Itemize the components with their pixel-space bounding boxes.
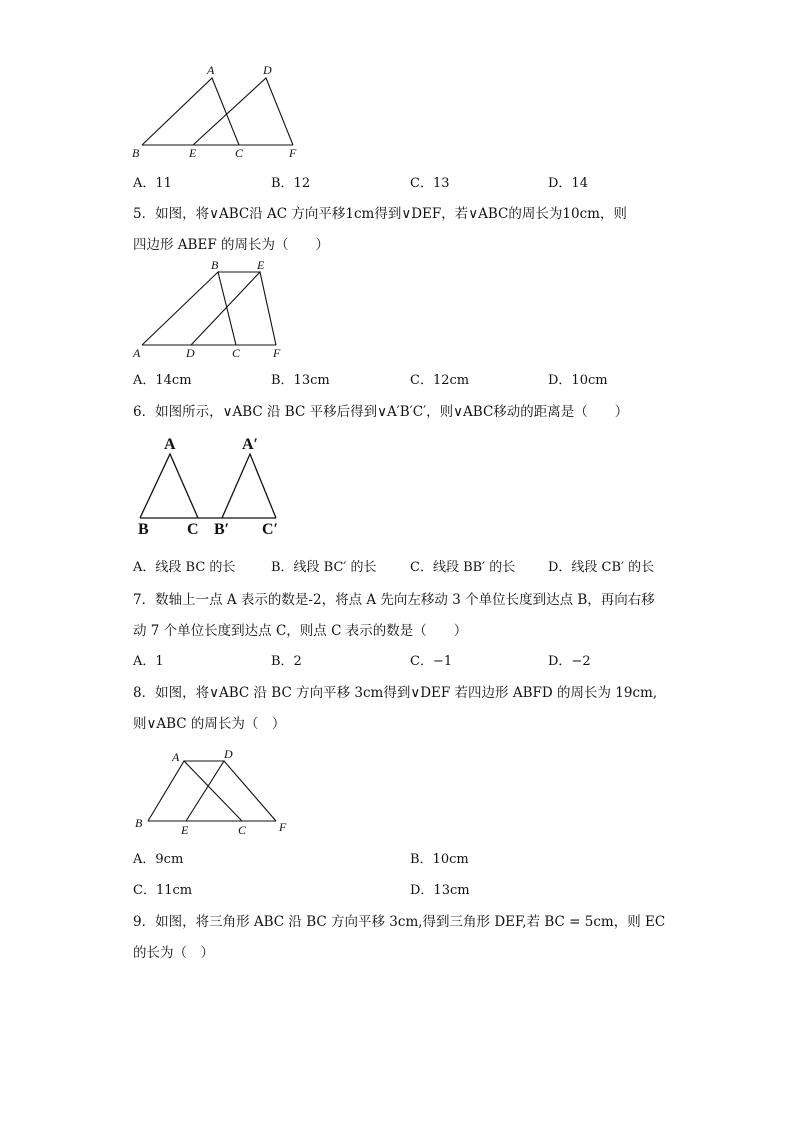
q4-figure [125, 60, 315, 165]
q5-option-b: B．13cm [271, 373, 330, 388]
q7-option-d: D．−2 [548, 654, 591, 669]
q4-option-a: A．11 [133, 176, 172, 191]
q8-triangle-def [186, 761, 276, 821]
q9-stem-line1: 9．如图，将三角形 ABC 沿 BC 方向平移 3cm,得到三角形 DEF,若 BC = 5cm，则 EC [133, 914, 666, 930]
q8-label-d: D [224, 747, 233, 761]
q4-option-c: C．13 [410, 176, 450, 191]
q5-label-a: A [133, 346, 141, 360]
q8-triangle-abc [148, 761, 242, 821]
q5-option-a: A．14cm [133, 373, 192, 388]
q7-option-c: C．−1 [410, 654, 453, 669]
q6-label-b-prime: B′ [214, 521, 230, 538]
q6-label-c-prime: C′ [262, 521, 279, 538]
q6-option-a: A．线段 BC 的长 [133, 560, 236, 575]
q8-option-c: C．11cm [133, 883, 193, 898]
q9-stem-line2: 的长为（ ） [133, 945, 214, 961]
q6-figure [130, 430, 290, 540]
q8-stem-line1: 8．如图，将∨ABC 沿 BC 方向平移 3cm得到∨DEF 若四边形 ABFD 的周长为 19cm, [133, 685, 658, 701]
q8-label-b: B [135, 816, 143, 830]
q8-label-e: E [181, 823, 189, 837]
q6-stem-line1: 6．如图所示，∨ABC 沿 BC 平移后得到∨A′B′C′，则∨ABC移动的距离是（ ） [133, 404, 629, 420]
q4-triangle-abc [142, 78, 239, 145]
q6-option-b: B．线段 BC′ 的长 [271, 560, 377, 575]
q4-label-a: A [207, 63, 215, 77]
q8-label-f: F [279, 820, 287, 834]
q5-label-d: D [186, 346, 195, 360]
q4-label-e: E [189, 146, 197, 160]
q5-option-d: D．10cm [548, 373, 608, 388]
q7-option-b: B．2 [271, 654, 302, 669]
q7-stem-line1: 7．数轴上一点 A 表示的数是-2，将点 A 先向左移动 3 个单位长度到达点 B，再向右移 [133, 592, 655, 608]
q5-figure [128, 255, 298, 363]
q4-option-d: D．14 [548, 176, 588, 191]
q5-option-c: C．12cm [410, 373, 470, 388]
q6-triangle-a1b1c1 [222, 454, 276, 518]
q7-option-a: A．1 [133, 654, 164, 669]
q4-option-b: B．12 [271, 176, 311, 191]
q5-stem-line1: 5．如图，将∨ABC沿 AC 方向平移1cm得到∨DEF，若∨ABC的周长为10cm，则 [133, 206, 627, 222]
q8-option-b: B．10cm [410, 852, 469, 867]
q4-label-b: B [132, 146, 140, 160]
q4-label-f: F [289, 146, 297, 160]
q6-option-d: D．线段 CB′ 的长 [548, 560, 655, 575]
q6-label-c: C [187, 521, 199, 538]
q5-label-c: C [232, 346, 241, 360]
q8-label-a: A [172, 750, 180, 764]
q7-stem-line2: 动 7 个单位长度到达点 C，则点 C 表示的数是（ ） [133, 623, 468, 639]
q8-stem-line2: 则∨ABC 的周长为（ ） [133, 716, 286, 732]
q5-label-e: E [257, 258, 265, 272]
q4-triangle-def [193, 78, 293, 145]
q6-label-a: A [164, 436, 176, 453]
q5-triangle-abc [142, 272, 236, 345]
q6-triangle-abc [140, 454, 198, 518]
q4-label-d: D [263, 63, 272, 77]
q6-option-c: C．线段 BB′ 的长 [410, 560, 516, 575]
q6-label-a-prime: A′ [242, 436, 259, 453]
q5-stem-line2: 四边形 ABEF 的周长为（ ） [133, 237, 329, 253]
q5-label-b: B [211, 258, 219, 272]
q6-label-b: B [138, 521, 149, 538]
q5-label-f: F [273, 346, 281, 360]
q8-label-c: C [238, 823, 247, 837]
q8-option-a: A．9cm [133, 852, 184, 867]
q4-label-c: C [235, 146, 244, 160]
q8-option-d: D．13cm [410, 883, 470, 898]
q8-figure [130, 745, 295, 840]
